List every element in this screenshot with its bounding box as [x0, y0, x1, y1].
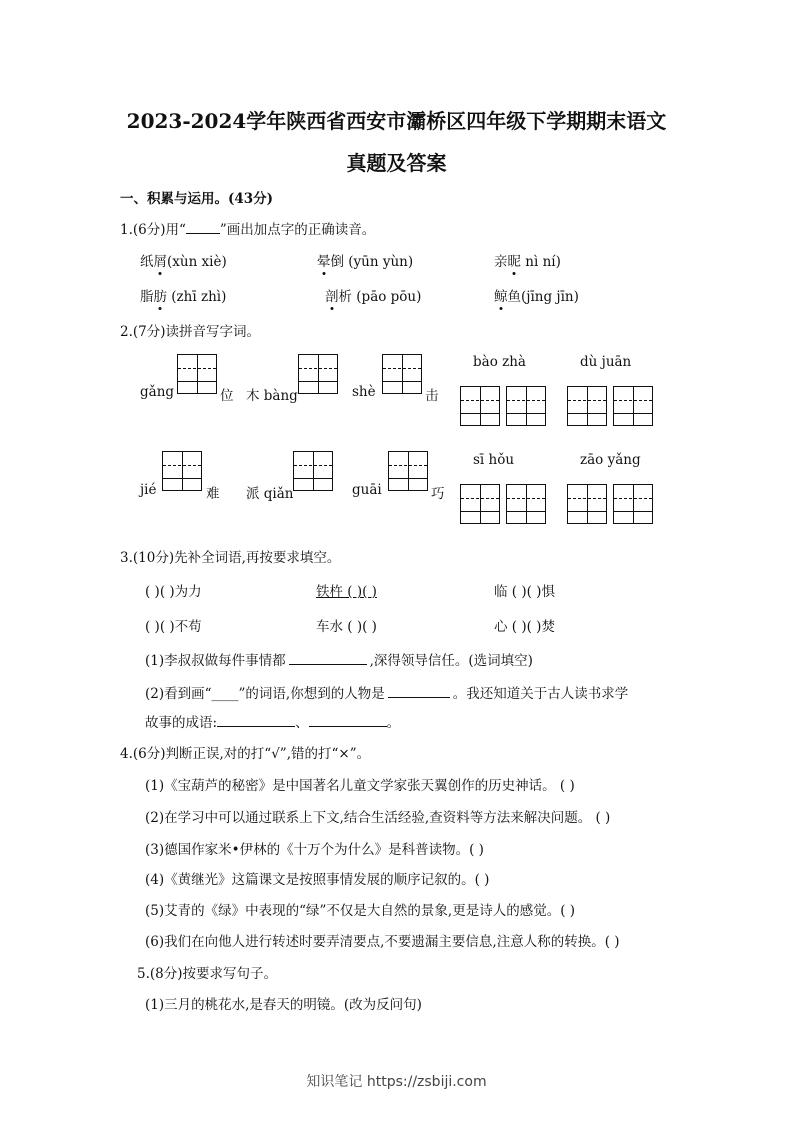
- writing-grid[interactable]: [460, 484, 500, 524]
- q2-char: 位: [220, 388, 234, 404]
- q1-item: [494, 250, 561, 270]
- answer-blank[interactable]: [388, 685, 450, 698]
- q1-item-dotted-char: 鲸: [494, 285, 508, 305]
- idiom-blank: ( )( )不苟: [145, 619, 202, 635]
- q3-sub2: [145, 682, 628, 702]
- q1-item: [140, 250, 227, 270]
- doc-title-line1: 2023-2024学年陕西省西安市灞桥区四年级下学期期末语文: [126, 109, 667, 133]
- q1-item: [494, 285, 579, 305]
- q3-sub3: [145, 711, 400, 731]
- q5-stem: 5.(8分)按要求写句子。: [137, 966, 278, 982]
- q2-pinyin: sī hǒu: [473, 452, 515, 468]
- q1-item-dotted-char: 肪: [154, 285, 168, 305]
- q3-stem: 3.(10分)先补全词语,再按要求填空。: [120, 550, 341, 566]
- q2-char: 击: [425, 388, 439, 404]
- idiom-blank: 临 ( )( )惧: [494, 584, 555, 600]
- q3-sub3-text: 故事的成语:: [145, 715, 218, 731]
- q1-stem-pre: 1.(6分)用“: [120, 222, 186, 238]
- q2-stem: 2.(7分)读拼音写字词。: [120, 324, 261, 340]
- section-heading: 一、积累与运用。(43分): [120, 191, 274, 207]
- q2-pinyin: shè: [352, 384, 376, 400]
- writing-grid[interactable]: [177, 354, 217, 394]
- idiom-blank: 铁杵 ( )( ): [316, 584, 377, 600]
- doc-title-line2: 真题及答案: [346, 151, 447, 175]
- q4-stem: 4.(6分)判断正误,对的打“√”,错的打“×”。: [120, 746, 371, 762]
- q1-item-pinyin: nì ní): [521, 254, 561, 270]
- q3-sub2-text: (2)看到画“____”的词语,你想到的人物是: [145, 686, 385, 702]
- q1-item-pre: 亲: [494, 254, 508, 270]
- answer-blank[interactable]: [289, 652, 367, 665]
- q5-sub1: (1)三月的桃花水,是春天的明镜。(改为反问句): [145, 997, 422, 1013]
- writing-grid[interactable]: [567, 484, 607, 524]
- q3-sub1: [145, 649, 533, 669]
- idiom-blank: 车水 ( )( ): [316, 619, 377, 635]
- idiom-blank: ( )( )为力: [145, 584, 202, 600]
- q1-item-pinyin: 析 (pāo pōu): [338, 289, 422, 305]
- writing-grid[interactable]: [460, 386, 500, 426]
- writing-grid[interactable]: [293, 451, 333, 491]
- q2-pinyin: 木 bàng: [246, 388, 298, 404]
- q2-pinyin: bào zhà: [473, 354, 526, 370]
- writing-grid[interactable]: [506, 484, 546, 524]
- q2-char: 难: [206, 486, 220, 502]
- q1-item-dotted-char: 晕: [317, 250, 331, 270]
- idiom-blank: 心 ( )( )焚: [494, 619, 555, 635]
- q1-item-dotted-char: 屑: [154, 250, 168, 270]
- q2-pinyin: zāo yǎng: [580, 452, 641, 468]
- q1-item-pinyin: (xùn xiè): [167, 254, 227, 270]
- q2-pinyin: gǎng: [140, 384, 175, 400]
- q3-sub2-text-end: 。我还知道关于古人读书求学: [452, 686, 629, 702]
- q1-item-pinyin: 鱼(jīng jīn): [507, 289, 579, 305]
- q1-item: [140, 285, 226, 305]
- writing-grid[interactable]: [162, 451, 202, 491]
- answer-blank[interactable]: [309, 714, 387, 727]
- q1-item-pre: 纸: [140, 254, 154, 270]
- q1-underline-sample: [186, 221, 220, 234]
- writing-grid[interactable]: [382, 354, 422, 394]
- q1-stem: [120, 218, 375, 238]
- q1-item: [317, 250, 413, 270]
- q2-pinyin: guāi: [352, 482, 382, 498]
- q3-sub1-text-end: ,深得领导信任。(选词填空): [369, 653, 533, 669]
- q2-pinyin: dù juān: [580, 354, 632, 370]
- answer-blank[interactable]: [217, 714, 295, 727]
- judge-item: (3)德国作家米•伊林的《十万个为什么》是科普读物。( ): [145, 842, 484, 858]
- q3-sub3-sep: 、: [295, 715, 309, 731]
- judge-item: (5)艾青的《绿》中表现的“绿”不仅是大自然的景象,更是诗人的感觉。( ): [145, 903, 576, 919]
- q1-item: [325, 285, 421, 305]
- writing-grid[interactable]: [613, 484, 653, 524]
- q2-pinyin: 派 qiǎn: [246, 486, 294, 502]
- q2-pinyin: jié: [140, 482, 157, 498]
- q1-stem-post: ”画出加点字的正确读音。: [219, 222, 376, 238]
- q1-item-pre: 脂: [140, 289, 154, 305]
- judge-item: (1)《宝葫芦的秘密》是中国著名儿童文学家张天翼创作的历史神话。 ( ): [145, 778, 575, 794]
- q1-item-dotted-char: 剖: [325, 285, 339, 305]
- writing-grid[interactable]: [388, 451, 428, 491]
- judge-item: (2)在学习中可以通过联系上下文,结合生活经验,查资料等方法来解决问题。 ( ): [145, 810, 611, 826]
- footer-watermark: 知识笔记 https://zsbiji.com: [306, 1074, 487, 1090]
- writing-grid[interactable]: [506, 386, 546, 426]
- q3-sub3-end: 。: [386, 715, 401, 731]
- q2-char: 巧: [431, 486, 445, 502]
- writing-grid[interactable]: [298, 354, 338, 394]
- writing-grid[interactable]: [567, 386, 607, 426]
- q1-item-pinyin: (zhī zhì): [167, 289, 227, 305]
- q1-item-dotted-char: 昵: [508, 250, 522, 270]
- judge-item: (6)我们在向他人进行转述时要弄清要点,不要遗漏主要信息,注意人称的转换。( ): [145, 934, 620, 950]
- q1-item-pinyin: 倒 (yūn yùn): [330, 254, 414, 270]
- q3-sub1-text: (1)李叔叔做每件事情都: [145, 653, 286, 669]
- writing-grid[interactable]: [613, 386, 653, 426]
- judge-item: (4)《黄继光》这篇课文是按照事情发展的顺序记叙的。( ): [145, 872, 490, 888]
